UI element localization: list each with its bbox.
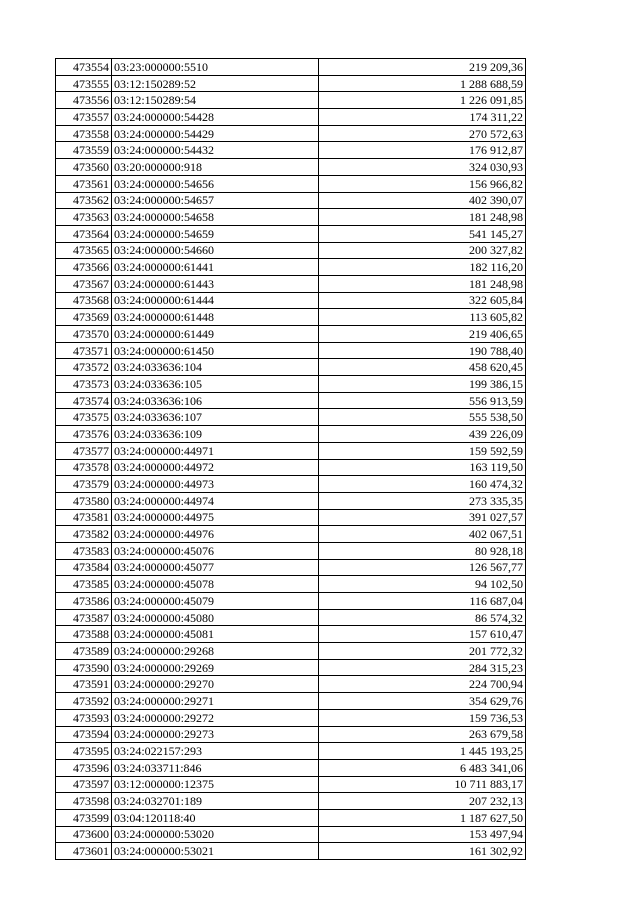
amount-cell: 219 406,65 [319, 326, 526, 343]
amount-cell: 354 629,76 [319, 693, 526, 710]
amount-cell: 1 226 091,85 [319, 92, 526, 109]
cadastral-number-cell: 03:24:000000:29272 [112, 709, 319, 726]
cadastral-number-cell: 03:24:000000:54429 [112, 125, 319, 142]
amount-cell: 219 209,36 [319, 59, 526, 76]
row-id-cell: 473599 [56, 809, 112, 826]
amount-cell: 270 572,63 [319, 125, 526, 142]
row-id-cell: 473561 [56, 175, 112, 192]
cadastral-number-cell: 03:24:000000:61450 [112, 342, 319, 359]
table-row [56, 159, 526, 176]
cadastral-number-cell: 03:24:033636:104 [112, 359, 319, 376]
amount-cell: 174 311,22 [319, 109, 526, 126]
row-id-cell: 473557 [56, 109, 112, 126]
row-id-cell: 473596 [56, 759, 112, 776]
table-row [56, 192, 526, 209]
table-row [56, 75, 526, 92]
amount-cell: 113 605,82 [319, 309, 526, 326]
row-id-cell: 473556 [56, 92, 112, 109]
cadastral-number-cell: 03:24:000000:61441 [112, 259, 319, 276]
cadastral-number-cell: 03:12:150289:52 [112, 75, 319, 92]
amount-cell: 80 928,18 [319, 542, 526, 559]
table-row [56, 843, 526, 860]
table-row [56, 326, 526, 343]
cadastral-number-cell: 03:24:033711:846 [112, 759, 319, 776]
table-row [56, 659, 526, 676]
table-row [56, 576, 526, 593]
table-row [56, 125, 526, 142]
table-row [56, 509, 526, 526]
cadastral-number-cell: 03:24:000000:45079 [112, 593, 319, 610]
amount-cell: 10 711 883,17 [319, 776, 526, 793]
row-id-cell: 473591 [56, 676, 112, 693]
amount-cell: 555 538,50 [319, 409, 526, 426]
amount-cell: 273 335,35 [319, 492, 526, 509]
row-id-cell: 473588 [56, 626, 112, 643]
row-id-cell: 473594 [56, 726, 112, 743]
row-id-cell: 473563 [56, 209, 112, 226]
cadastral-number-cell: 03:24:000000:45078 [112, 576, 319, 593]
amount-cell: 439 226,09 [319, 426, 526, 443]
table-row [56, 376, 526, 393]
row-id-cell: 473573 [56, 376, 112, 393]
table-row [56, 275, 526, 292]
amount-cell: 556 913,59 [319, 392, 526, 409]
amount-cell: 1 288 688,59 [319, 75, 526, 92]
table-row [56, 142, 526, 159]
row-id-cell: 473568 [56, 292, 112, 309]
row-id-cell: 473581 [56, 509, 112, 526]
table-row [56, 626, 526, 643]
amount-cell: 181 248,98 [319, 275, 526, 292]
amount-cell: 86 574,32 [319, 609, 526, 626]
cadastral-number-cell: 03:12:150289:54 [112, 92, 319, 109]
cadastral-number-cell: 03:24:000000:45076 [112, 542, 319, 559]
cadastral-number-cell: 03:24:000000:29268 [112, 643, 319, 660]
cadastral-number-cell: 03:24:000000:54428 [112, 109, 319, 126]
amount-cell: 263 679,58 [319, 726, 526, 743]
row-id-cell: 473562 [56, 192, 112, 209]
amount-cell: 160 474,32 [319, 476, 526, 493]
amount-cell: 159 736,53 [319, 709, 526, 726]
amount-cell: 391 027,57 [319, 509, 526, 526]
table-row [56, 175, 526, 192]
row-id-cell: 473590 [56, 659, 112, 676]
cadastral-number-cell: 03:24:000000:54660 [112, 242, 319, 259]
row-id-cell: 473589 [56, 643, 112, 660]
row-id-cell: 473566 [56, 259, 112, 276]
row-id-cell: 473569 [56, 309, 112, 326]
table-row [56, 476, 526, 493]
table-row [56, 793, 526, 810]
table-row [56, 209, 526, 226]
table-row [56, 409, 526, 426]
table-row [56, 292, 526, 309]
cadastral-number-cell: 03:24:000000:44973 [112, 476, 319, 493]
cadastral-number-cell: 03:24:022157:293 [112, 743, 319, 760]
row-id-cell: 473572 [56, 359, 112, 376]
row-id-cell: 473595 [56, 743, 112, 760]
row-id-cell: 473578 [56, 459, 112, 476]
amount-cell: 157 610,47 [319, 626, 526, 643]
row-id-cell: 473555 [56, 75, 112, 92]
table-row [56, 709, 526, 726]
row-id-cell: 473576 [56, 426, 112, 443]
row-id-cell: 473600 [56, 826, 112, 843]
data-table [55, 58, 526, 860]
row-id-cell: 473582 [56, 526, 112, 543]
table-row [56, 809, 526, 826]
table-row [56, 759, 526, 776]
amount-cell: 156 966,82 [319, 175, 526, 192]
cadastral-number-cell: 03:24:000000:44974 [112, 492, 319, 509]
row-id-cell: 473580 [56, 492, 112, 509]
table-row [56, 609, 526, 626]
row-id-cell: 473574 [56, 392, 112, 409]
cadastral-number-cell: 03:24:000000:44971 [112, 442, 319, 459]
cadastral-number-cell: 03:24:000000:45077 [112, 559, 319, 576]
table-row [56, 442, 526, 459]
table-row [56, 542, 526, 559]
table-row [56, 643, 526, 660]
cadastral-number-cell: 03:24:000000:54657 [112, 192, 319, 209]
cadastral-number-cell: 03:20:000000:918 [112, 159, 319, 176]
row-id-cell: 473593 [56, 709, 112, 726]
cadastral-number-cell: 03:24:000000:54658 [112, 209, 319, 226]
amount-cell: 6 483 341,06 [319, 759, 526, 776]
amount-cell: 541 145,27 [319, 225, 526, 242]
table-row [56, 526, 526, 543]
table-row [56, 743, 526, 760]
cadastral-number-cell: 03:24:033636:106 [112, 392, 319, 409]
cadastral-number-cell: 03:24:000000:44976 [112, 526, 319, 543]
row-id-cell: 473567 [56, 275, 112, 292]
amount-cell: 159 592,59 [319, 442, 526, 459]
row-id-cell: 473554 [56, 59, 112, 76]
row-id-cell: 473564 [56, 225, 112, 242]
table-row [56, 92, 526, 109]
amount-cell: 402 067,51 [319, 526, 526, 543]
row-id-cell: 473592 [56, 693, 112, 710]
cadastral-number-cell: 03:24:000000:44972 [112, 459, 319, 476]
table-row [56, 242, 526, 259]
row-id-cell: 473585 [56, 576, 112, 593]
table-body [56, 59, 526, 860]
cadastral-number-cell: 03:04:120118:40 [112, 809, 319, 826]
amount-cell: 322 605,84 [319, 292, 526, 309]
cadastral-number-cell: 03:24:000000:61449 [112, 326, 319, 343]
cadastral-number-cell: 03:24:000000:29270 [112, 676, 319, 693]
cadastral-number-cell: 03:24:000000:29269 [112, 659, 319, 676]
cadastral-number-cell: 03:24:032701:189 [112, 793, 319, 810]
row-id-cell: 473577 [56, 442, 112, 459]
cadastral-number-cell: 03:24:000000:53020 [112, 826, 319, 843]
amount-cell: 190 788,40 [319, 342, 526, 359]
row-id-cell: 473571 [56, 342, 112, 359]
cadastral-number-cell: 03:24:033636:105 [112, 376, 319, 393]
cadastral-number-cell: 03:24:000000:44975 [112, 509, 319, 526]
amount-cell: 161 302,92 [319, 843, 526, 860]
amount-cell: 201 772,32 [319, 643, 526, 660]
table-row [56, 225, 526, 242]
row-id-cell: 473601 [56, 843, 112, 860]
cadastral-number-cell: 03:24:000000:45080 [112, 609, 319, 626]
row-id-cell: 473575 [56, 409, 112, 426]
cadastral-number-cell: 03:24:000000:54659 [112, 225, 319, 242]
table-row [56, 826, 526, 843]
table-row [56, 426, 526, 443]
row-id-cell: 473583 [56, 542, 112, 559]
amount-cell: 176 912,87 [319, 142, 526, 159]
amount-cell: 126 567,77 [319, 559, 526, 576]
row-id-cell: 473579 [56, 476, 112, 493]
cadastral-number-cell: 03:24:000000:61444 [112, 292, 319, 309]
table-row [56, 559, 526, 576]
row-id-cell: 473560 [56, 159, 112, 176]
cadastral-number-cell: 03:24:000000:54432 [112, 142, 319, 159]
table-row [56, 492, 526, 509]
cadastral-number-cell: 03:24:000000:45081 [112, 626, 319, 643]
cadastral-number-cell: 03:24:033636:107 [112, 409, 319, 426]
table-row [56, 309, 526, 326]
amount-cell: 163 119,50 [319, 459, 526, 476]
table-row [56, 459, 526, 476]
table-row [56, 776, 526, 793]
amount-cell: 207 232,13 [319, 793, 526, 810]
cadastral-number-cell: 03:24:000000:29271 [112, 693, 319, 710]
amount-cell: 224 700,94 [319, 676, 526, 693]
table-row [56, 259, 526, 276]
cadastral-number-cell: 03:24:033636:109 [112, 426, 319, 443]
table-row [56, 59, 526, 76]
row-id-cell: 473598 [56, 793, 112, 810]
amount-cell: 182 116,20 [319, 259, 526, 276]
row-id-cell: 473558 [56, 125, 112, 142]
amount-cell: 1 445 193,25 [319, 743, 526, 760]
table-row [56, 392, 526, 409]
amount-cell: 402 390,07 [319, 192, 526, 209]
row-id-cell: 473584 [56, 559, 112, 576]
row-id-cell: 473597 [56, 776, 112, 793]
amount-cell: 199 386,15 [319, 376, 526, 393]
amount-cell: 458 620,45 [319, 359, 526, 376]
cadastral-number-cell: 03:24:000000:61448 [112, 309, 319, 326]
amount-cell: 324 030,93 [319, 159, 526, 176]
cadastral-number-cell: 03:24:000000:53021 [112, 843, 319, 860]
cadastral-number-cell: 03:24:000000:61443 [112, 275, 319, 292]
table-row [56, 693, 526, 710]
amount-cell: 153 497,94 [319, 826, 526, 843]
row-id-cell: 473587 [56, 609, 112, 626]
amount-cell: 284 315,23 [319, 659, 526, 676]
table-row [56, 593, 526, 610]
row-id-cell: 473559 [56, 142, 112, 159]
row-id-cell: 473565 [56, 242, 112, 259]
table-row [56, 359, 526, 376]
cadastral-number-cell: 03:12:000000:12375 [112, 776, 319, 793]
cadastral-number-cell: 03:23:000000:5510 [112, 59, 319, 76]
amount-cell: 1 187 627,50 [319, 809, 526, 826]
cadastral-number-cell: 03:24:000000:54656 [112, 175, 319, 192]
amount-cell: 116 687,04 [319, 593, 526, 610]
row-id-cell: 473586 [56, 593, 112, 610]
table-row [56, 676, 526, 693]
table-row [56, 726, 526, 743]
cadastral-number-cell: 03:24:000000:29273 [112, 726, 319, 743]
amount-cell: 94 102,50 [319, 576, 526, 593]
table-row [56, 342, 526, 359]
row-id-cell: 473570 [56, 326, 112, 343]
amount-cell: 200 327,82 [319, 242, 526, 259]
table-row [56, 109, 526, 126]
amount-cell: 181 248,98 [319, 209, 526, 226]
